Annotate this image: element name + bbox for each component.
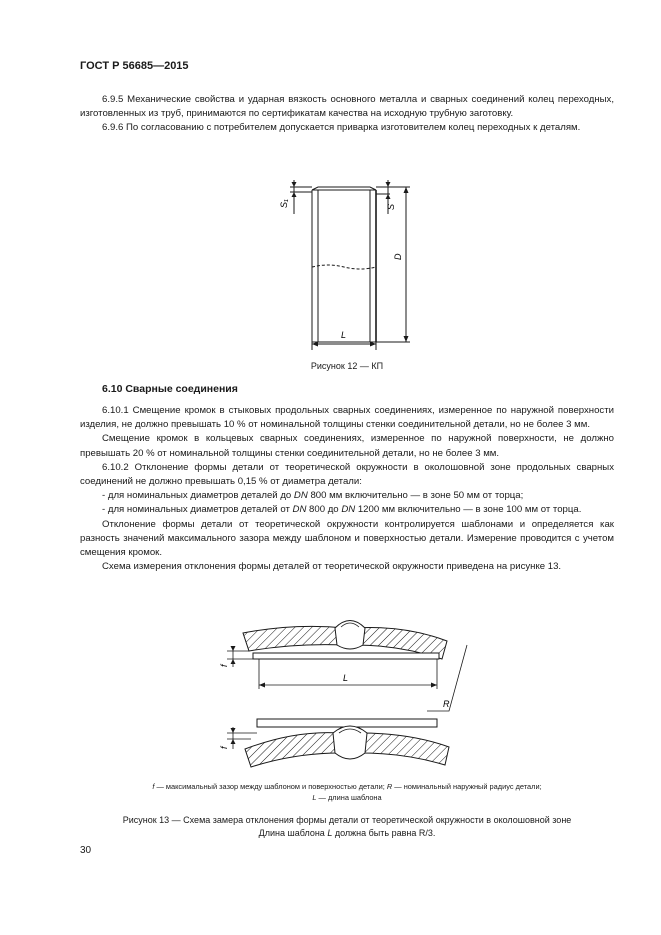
bottom-dim-f [227, 727, 257, 749]
figure-13-caption [80, 814, 614, 840]
figure-13-drawing [205, 615, 475, 773]
figure-12-drawing [270, 172, 430, 354]
top-wall-left [243, 626, 345, 651]
label-l: L [343, 673, 349, 683]
section-title: 6.10 Сварные соединения [102, 383, 238, 395]
paragraph-6-10-1: 6.10.1 Смещение кромок в стыковых продольных сварных соединениях, измеренное по наружной поверхности изделия, не должно превышать 10 % от номинальной толщины стенки соединительной детали, но не более 3 мм. [80, 405, 614, 431]
paragraph-6-10-2: 6.10.2 Отклонение формы детали от теоретической окружности в околошовной зоне продольных сварных соединений не должно превышать 0,15 % от диаметра детали: [80, 461, 614, 488]
bottom-weld-bead [333, 726, 367, 759]
paragraph-scheme: Схема измерения отклонения формы деталей от теоретической окружности приведена на рисунке 13. [102, 561, 562, 573]
figure-12-caption: Рисунок 12 — КП [310, 361, 384, 371]
top-weld-bead [335, 621, 365, 650]
label-s: S [386, 203, 396, 210]
legend-line-2: L — длина шаблона [312, 793, 382, 802]
label-f-top: f [219, 664, 229, 667]
paragraph-6-9-6: 6.9.6 По согласованию с потребителем допускается приварка изготовителем колец переходных к деталям. [102, 122, 581, 134]
page-number: 30 [80, 845, 92, 856]
label-d: D [393, 253, 403, 260]
list-item-2: - для номинальных диаметров деталей от DN 800 до DN 1200 мм включительно — в зоне 100 мм от торца. [102, 504, 582, 516]
section-body [80, 404, 614, 574]
label-f-bottom: f [219, 746, 229, 749]
top-paragraphs [80, 93, 614, 136]
figure-13-caption-line-1: Рисунок 13 — Схема замера отклонения формы детали от теоретической окружности в околошовной зоне [122, 815, 572, 825]
legend-line-1: f — максимальный зазор между шаблоном и поверхностью детали; R — номинальный наружный радиус детали; [152, 782, 542, 791]
ring-top-edge [312, 187, 376, 190]
paragraph-6-9-5: 6.9.5 Механические свойства и ударная вязкость основного металла и сварных соединений колец переходных, изготовленных из труб, принимаются по сертификатам качества на исходную трубную заготовку. [80, 94, 614, 120]
bottom-wall-right [360, 733, 449, 765]
paragraph-templates: Отклонение формы детали от теоретической окружности контролируется шаблонами и определяется как разность значений максимального зазора между шаблоном и поверхностью детали. Измерение проводится с учетом смещения кромок. [80, 518, 614, 559]
figure-13-legend [80, 781, 614, 803]
page-header-standard: ГОСТ Р 56685—2015 [80, 60, 189, 72]
list-item-1: - для номинальных диаметров деталей до DN 800 мм включительно — в зоне 50 мм от торца; [102, 490, 524, 502]
break-line [312, 265, 376, 269]
label-r: R [443, 699, 450, 709]
label-l: L [341, 330, 347, 340]
label-s1: S₁ [279, 199, 289, 208]
top-template [253, 653, 439, 659]
bottom-wall-left [245, 733, 340, 767]
figure-13-caption-line-2: Длина шаблона L должна быть равна R/3. [258, 828, 436, 838]
paragraph-ring-welds: Смещение кромок в кольцевых сварных соединениях, измеренное по наружной поверхности, не должно превышать 20 % от номинальной толщины стенки соединительной детали, но не более 3 мм. [80, 433, 614, 459]
